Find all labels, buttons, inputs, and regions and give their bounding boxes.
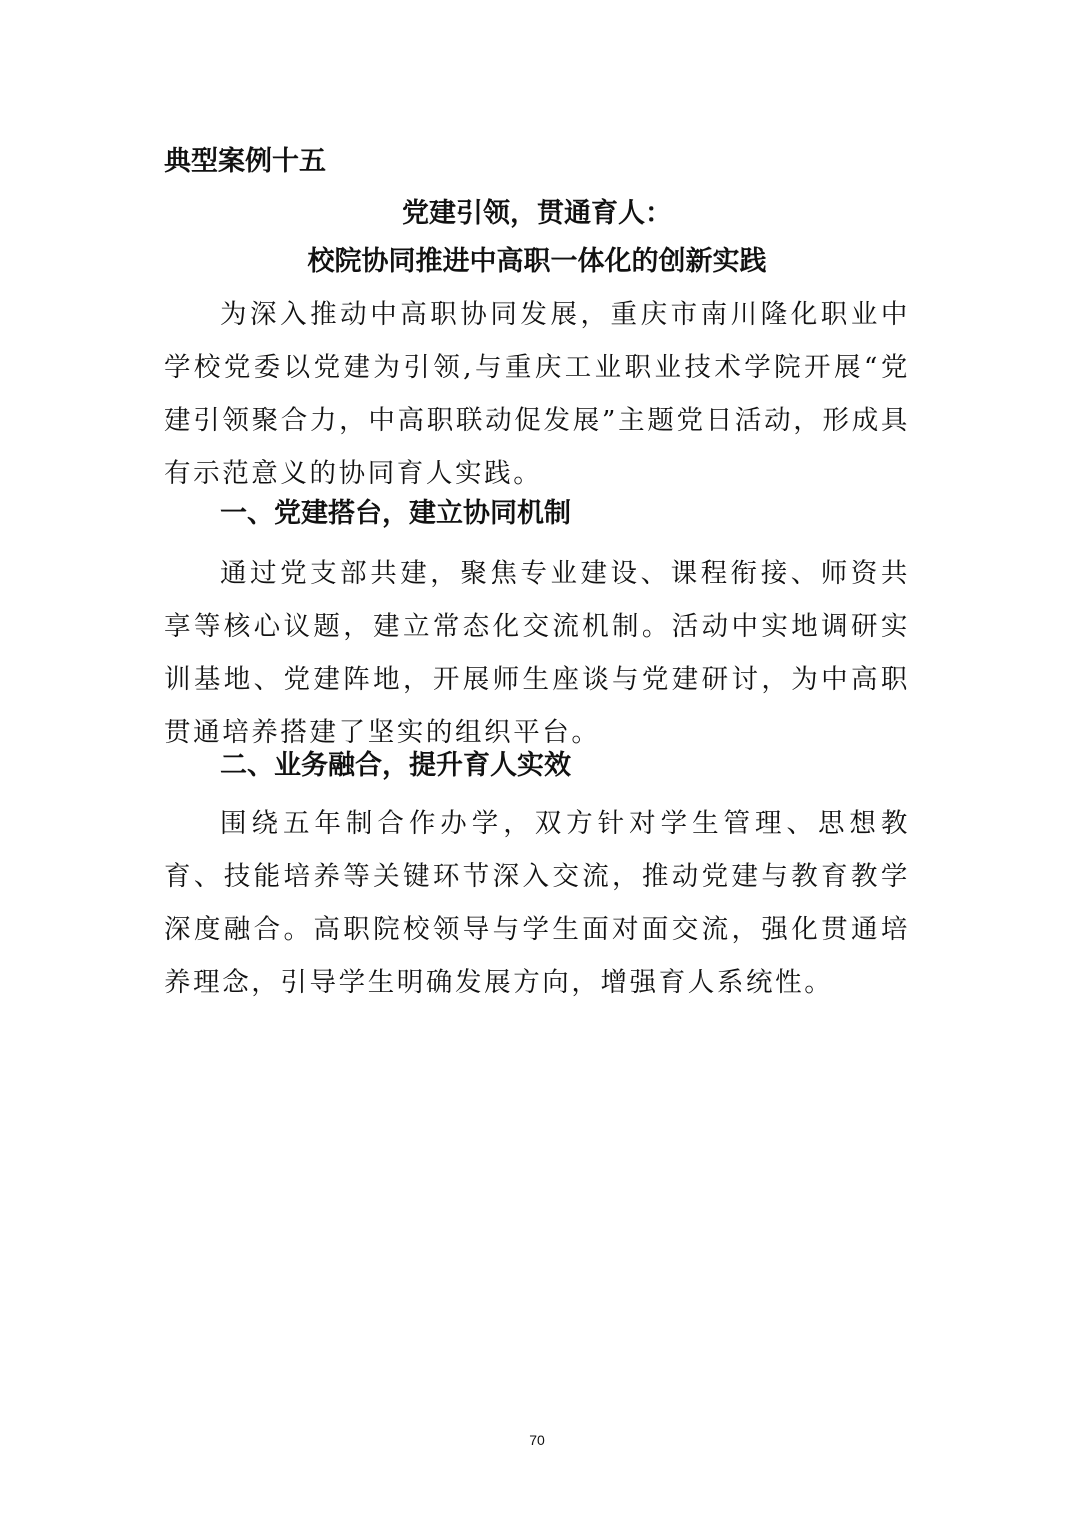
section-heading-2: 二、业务融合，提升育人实效 — [220, 750, 571, 781]
document-title-line2: 校院协同推进中高职一体化的创新实践 — [307, 246, 767, 277]
section-heading-1: 一、党建搭台，建立协同机制 — [220, 498, 571, 529]
document-title-line1: 党建引领，贯通育人： — [402, 198, 672, 229]
section-body-2: 围绕五年制合作办学，双方针对学生管理、思想教育、技能培养等关键环节深入交流，推动党建与教育教学深度融合。高职院校领导与学生面对面交流，强化贯通培养理念，引导学生明确发展方向，增强育人系统性。 — [164, 808, 910, 998]
intro-paragraph: 为深入推动中高职协同发展，重庆市南川隆化职业中学校党委以党建为引领,与重庆工业职业技术学院开展“党建引领聚合力，中高职联动促发展”主题党日活动，形成具有示范意义的协同育人实践。 — [164, 299, 910, 489]
case-label: 典型案例十五 — [164, 146, 326, 177]
page-number: 70 — [529, 1432, 545, 1448]
section-body-1: 通过党支部共建，聚焦专业建设、课程衔接、师资共享等核心议题，建立常态化交流机制。活动中实地调研实训基地、党建阵地，开展师生座谈与党建研讨，为中高职贯通培养搭建了坚实的组织平台。 — [164, 558, 910, 748]
